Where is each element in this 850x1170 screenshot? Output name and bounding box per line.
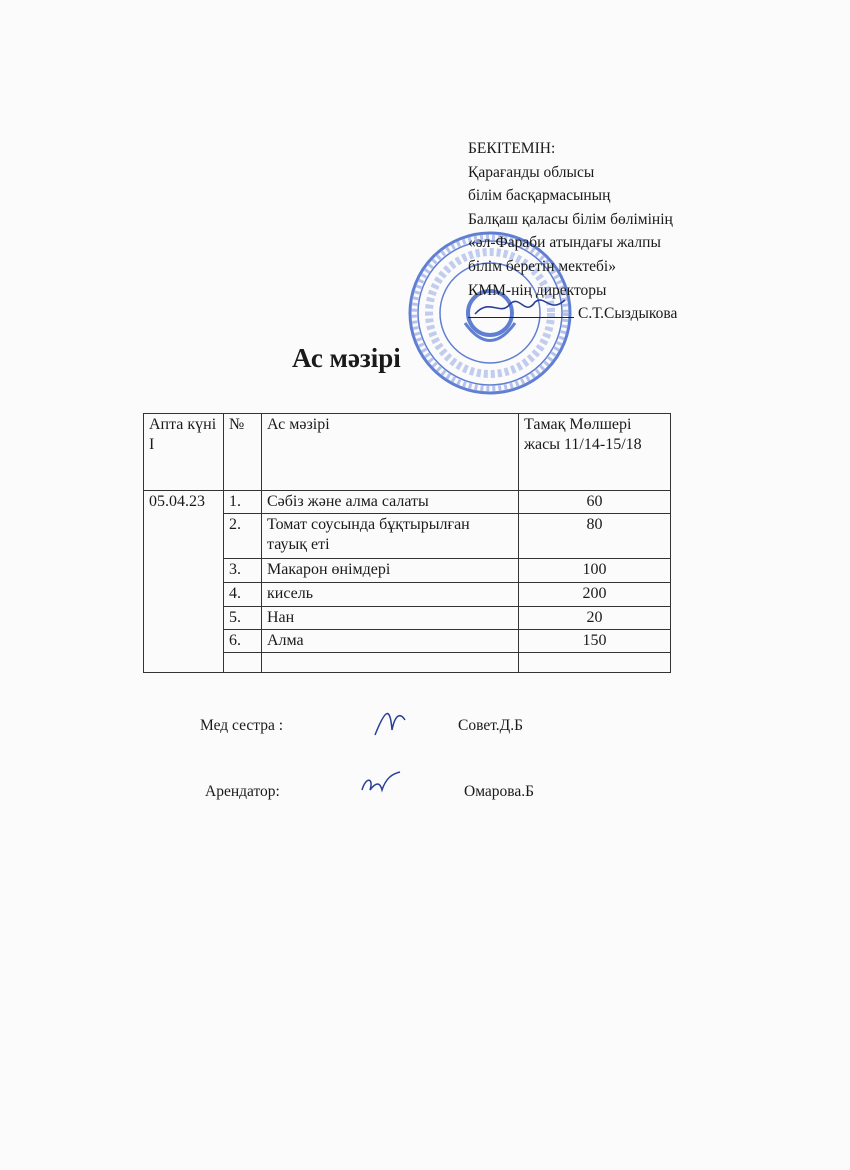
approval-line: КММ-нің директоры xyxy=(468,281,607,299)
row-no: 4. xyxy=(224,583,262,607)
row-item: Томат соусында бұқтырылған тауық еті xyxy=(262,514,519,559)
row-no: 2. xyxy=(224,514,262,559)
row-amount: 100 xyxy=(519,559,671,583)
row-amount: 150 xyxy=(519,630,671,653)
table-row xyxy=(144,583,671,607)
table-row-empty xyxy=(144,653,671,673)
approval-line: білім беретін мектебі» xyxy=(468,257,616,275)
header-menu: Ас мәзірі xyxy=(262,414,519,491)
table-row xyxy=(144,514,671,559)
row-amount: 60 xyxy=(519,491,671,514)
row-amount: 20 xyxy=(519,607,671,630)
nurse-name: Совет.Д.Б xyxy=(458,717,524,734)
approval-line: білім басқармасының xyxy=(468,187,611,205)
approval-line: Балқаш қаласы білім бөлімінің xyxy=(468,210,673,228)
row-item: Нан xyxy=(262,607,519,630)
table-header-row xyxy=(144,414,671,491)
row-no: 3. xyxy=(224,559,262,583)
table-row xyxy=(144,559,671,583)
approval-heading: БЕКІТЕМІН: xyxy=(468,140,556,157)
menu-table xyxy=(143,413,671,673)
table-row xyxy=(144,491,671,514)
approval-line: Қарағанды облысы xyxy=(468,163,595,181)
header-no: № xyxy=(224,414,262,491)
row-item: кисель xyxy=(262,583,519,607)
tenant-name: Омарова.Б xyxy=(464,783,535,800)
table-row xyxy=(144,607,671,630)
nurse-signature xyxy=(370,700,410,740)
header-portion: Тамақ Мөлшері жасы 11/14-15/18 xyxy=(519,414,671,491)
empty-cell xyxy=(262,653,519,673)
header-day: Апта күні І xyxy=(144,414,224,491)
row-amount: 80 xyxy=(519,514,671,559)
row-no: 1. xyxy=(224,491,262,514)
row-item: Сәбіз және алма салаты xyxy=(262,491,519,514)
row-amount: 200 xyxy=(519,583,671,607)
empty-cell xyxy=(519,653,671,673)
row-item: Макарон өнімдері xyxy=(262,559,519,583)
row-item: Алма xyxy=(262,630,519,653)
director-signature xyxy=(470,292,580,322)
nurse-label: Мед сестра : xyxy=(200,717,284,734)
approval-signatory: С.Т.Сыздыкова xyxy=(578,305,678,323)
row-no: 6. xyxy=(224,630,262,653)
date-cell: 05.04.23 xyxy=(144,491,224,673)
empty-cell xyxy=(224,653,262,673)
tenant-label: Арендатор: xyxy=(205,783,280,800)
page-title: Ас мәзірі xyxy=(292,343,401,373)
tenant-signature xyxy=(358,768,404,800)
table-row xyxy=(144,630,671,653)
approval-line: «әл-Фараби атындағы жалпы xyxy=(468,234,661,252)
row-no: 5. xyxy=(224,607,262,630)
